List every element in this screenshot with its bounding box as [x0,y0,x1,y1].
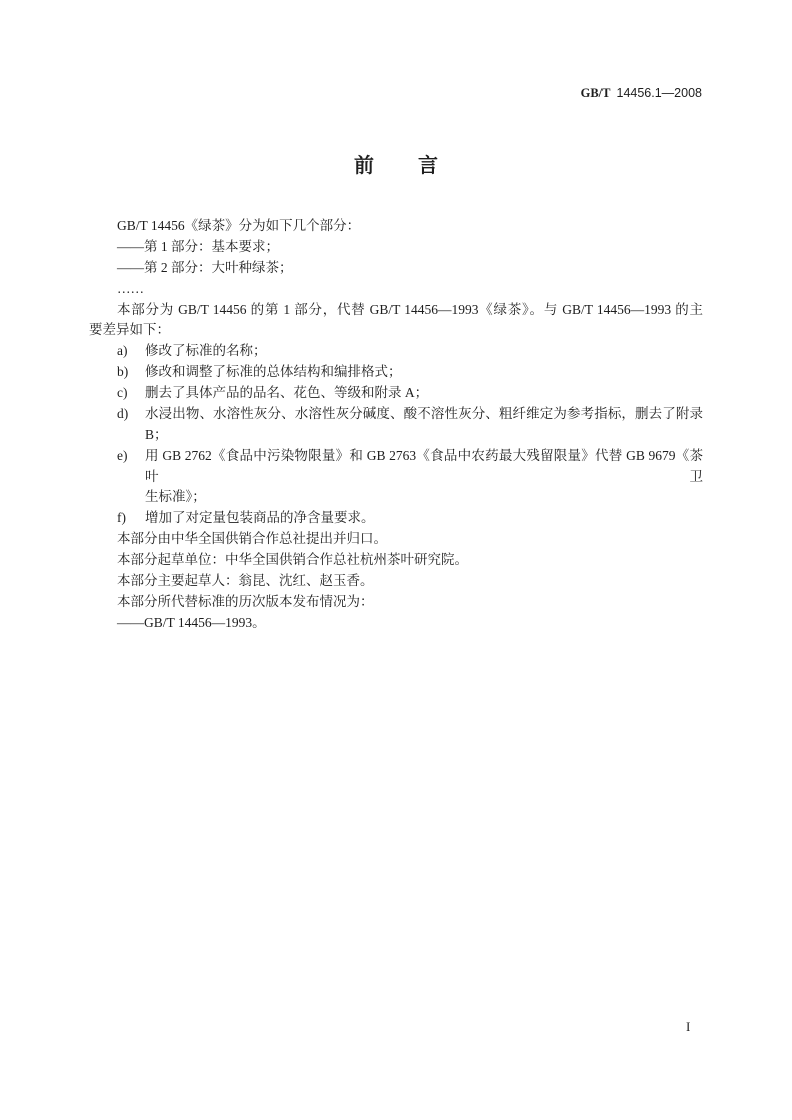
change-item-d [89,404,703,446]
standard-code-number: 14456.1—2008 [616,86,702,100]
replacement-line-1: 本部分为 GB/T 14456 的第 1 部分，代替 GB/T 14456—1993《绿茶》。与 GB/T 14456—1993 的主 [117,301,703,317]
change-marker: b) [117,364,129,380]
page-title: 前 言 [354,153,450,177]
change-marker: d) [117,405,129,421]
change-item-e [89,446,703,509]
change-item-c [89,383,703,404]
proposer-line: 本部分由中华全国供销合作总社提出并归口。 [117,531,387,547]
change-text: 修改了标准的名称； [145,343,267,359]
change-item-b [89,362,703,383]
intro-ellipsis: …… [117,280,144,296]
change-text [145,446,703,509]
change-item-a [89,341,703,362]
change-text: 删去了具体产品的品名、花色、等级和附录 A； [145,385,429,400]
change-marker: c) [117,385,128,400]
drafting-unit-line: 本部分起草单位：中华全国供销合作总社杭州茶叶研究院。 [117,552,468,567]
change-text: 增加了对定量包装商品的净含量要求。 [145,510,375,526]
change-marker: f) [117,510,126,526]
intro-part-1: ——第 1 部分：基本要求； [117,238,279,254]
version-history-line: 本部分所代替标准的历次版本发布情况为： [117,593,374,609]
change-marker: a) [117,343,128,359]
intro-part-2: ——第 2 部分：大叶种绿茶； [117,259,293,275]
replacement-line-2: 要差异如下： [89,322,170,338]
standard-code [581,85,702,101]
page-number: I [686,1019,691,1034]
preface-body [89,216,703,634]
change-marker: e) [117,447,128,463]
intro-line: GB/T 14456《绿茶》分为如下几个部分： [117,218,361,233]
drafters-line: 本部分主要起草人：翁昆、沈红、赵玉香。 [117,572,374,588]
change-text: 水浸出物、水溶性灰分、水溶性灰分碱度、酸不溶性灰分、粗纤维定为参考指标，删去了附录 B； [145,405,703,442]
previous-version-line: ——GB/T 14456—1993。 [117,614,266,630]
change-item-f [89,508,703,529]
change-text-line-2: 生标准》； [145,489,206,505]
change-text: 修改和调整了标准的总体结构和编排格式； [145,364,402,380]
change-text-line-1: 用 GB 2762《食品中污染物限量》和 GB 2763《食品中农药最大残留限量》代替 GB 9679《茶叶卫 [145,447,703,484]
standard-code-prefix: GB/T [580,86,611,100]
